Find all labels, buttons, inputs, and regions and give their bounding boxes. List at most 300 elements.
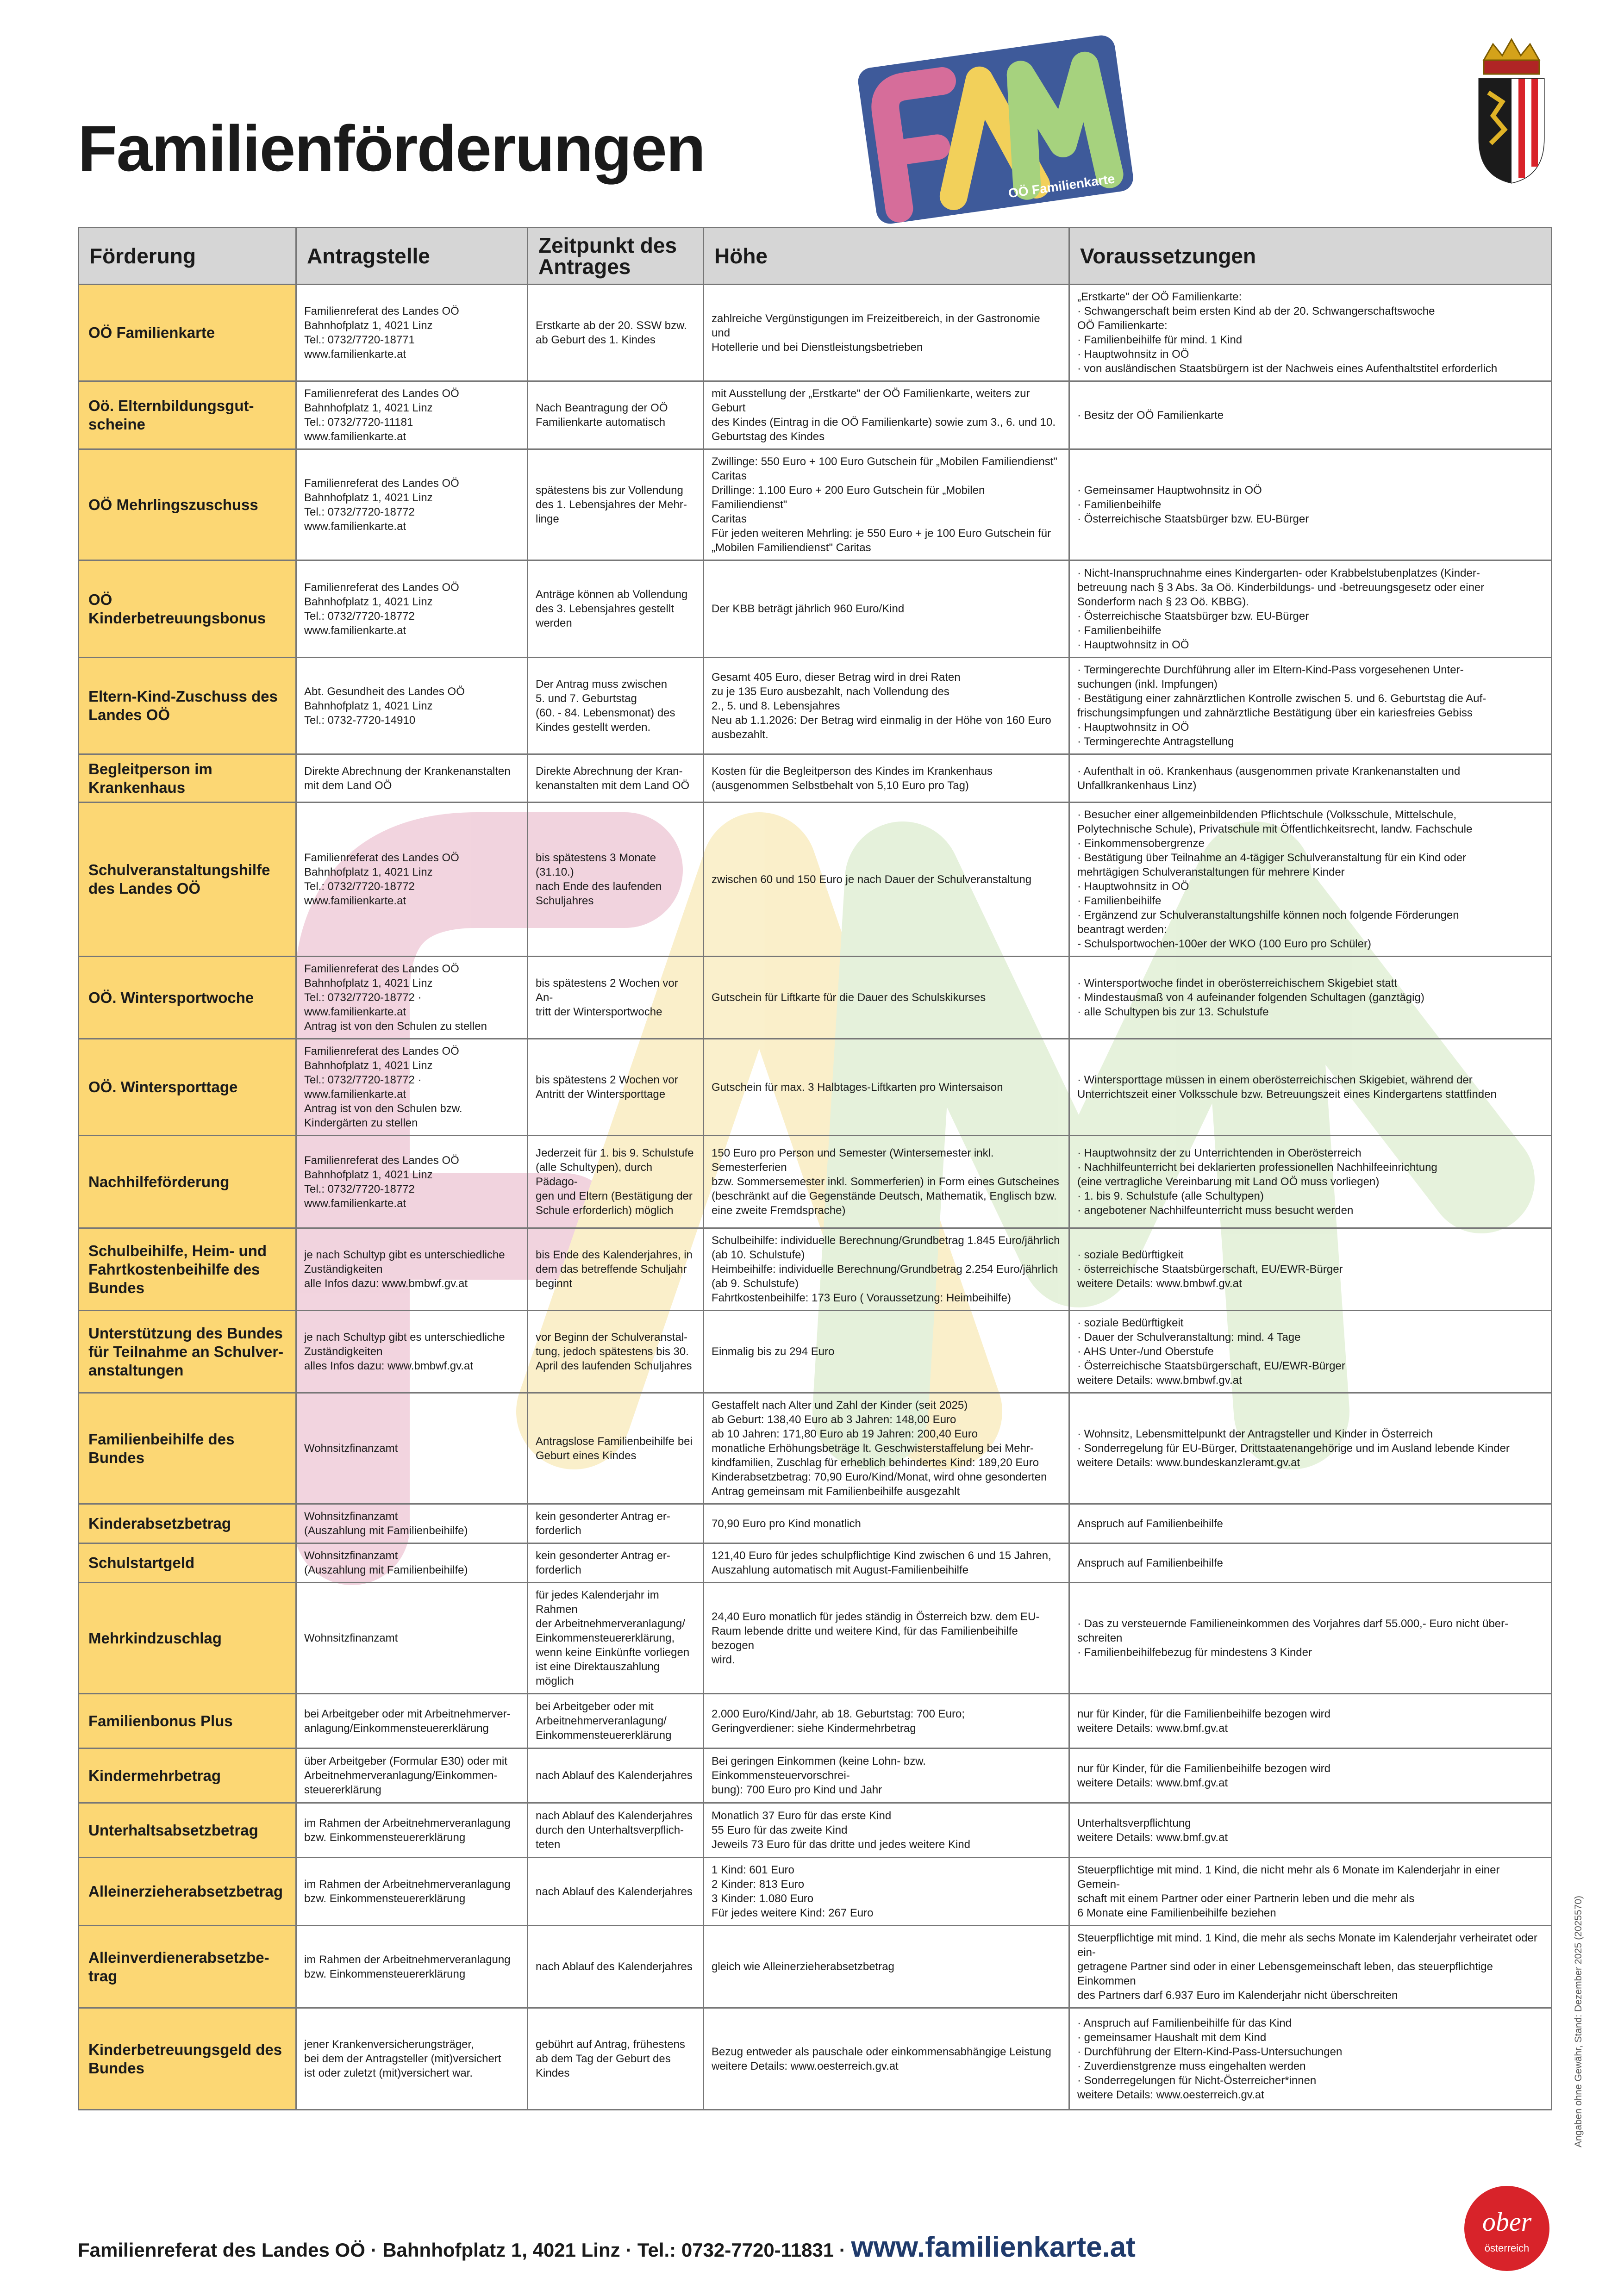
cell-line: Antritt der Wintersporttage bbox=[536, 1088, 666, 1101]
cell-line: Direkte Abrechnung der Krankenanstalten bbox=[304, 765, 511, 778]
cell-antragstelle bbox=[296, 1803, 528, 1858]
cell-antragstelle bbox=[296, 1393, 528, 1504]
cell-line: Kindes gestellt werden. bbox=[536, 721, 651, 734]
cell-line: Antragslose Familienbeihilfe bei bbox=[536, 1435, 693, 1448]
cell-line: des Partners darf 6.937 Euro im Kalenderjahr nicht überschreiten bbox=[1077, 1989, 1398, 2002]
footer-address: Familienreferat des Landes OÖ · Bahnhofplatz 1, 4021 Linz · Tel.: 0732-7720-11831 · bbox=[78, 2239, 851, 2261]
cell-line: (Auszahlung mit Familienbeihilfe) bbox=[304, 1524, 468, 1537]
cell-line: Nach Beantragung der OÖ bbox=[536, 402, 668, 414]
cell-line: ab Geburt: 138,40 Euro ab 3 Jahren: 148,00 Euro bbox=[712, 1413, 956, 1426]
funding-name: OÖ. Wintersporttage bbox=[79, 1039, 296, 1136]
cell-line: mit Ausstellung der „Erstkarte" der OÖ Familienkarte, weiters zur Geburt bbox=[712, 387, 1030, 414]
cell-line: Zwillinge: 550 Euro + 100 Euro Gutschein für „Mobilen Familiendienst" bbox=[712, 455, 1057, 468]
cell-line: gen und Eltern (Bestätigung der bbox=[536, 1190, 693, 1202]
cell-line: forderlich bbox=[536, 1524, 581, 1537]
cell-line: 2 Kinder: 813 Euro bbox=[712, 1878, 805, 1891]
familienkarte-card-image bbox=[847, 19, 1143, 236]
funding-name: Nachhilfeförderung bbox=[79, 1136, 296, 1228]
cell-line: Tel.: 0732/7720-18772 bbox=[304, 880, 415, 893]
cell-line: Bahnhofplatz 1, 4021 Linz bbox=[304, 699, 433, 712]
cell-hoehe bbox=[704, 1039, 1069, 1136]
cell-line: bis spätestens 3 Monate (31.10.) bbox=[536, 852, 656, 878]
cell-line: Auszahlung automatisch mit August-Familienbeihilfe bbox=[712, 1564, 968, 1576]
cell-line: Unterhaltsverpflichtung bbox=[1077, 1817, 1191, 1829]
table-row bbox=[79, 2008, 1552, 2110]
table-row bbox=[79, 1543, 1552, 1583]
cell-line: · Das zu versteuernde Familieneinkommen des Vorjahres darf 55.000,- Euro nicht über- bbox=[1077, 1618, 1509, 1630]
cell-line: Sonderform nach § 23 Oö. KBBG). bbox=[1077, 595, 1249, 608]
cell-line: · Familienbeihilfe bbox=[1077, 624, 1162, 637]
cell-line: Bezug entweder als pauschale oder einkommensabhängige Leistung bbox=[712, 2045, 1051, 2058]
cell-zeitpunkt bbox=[528, 1748, 704, 1803]
funding-name: Eltern-Kind-Zuschuss des Landes OÖ bbox=[79, 658, 296, 754]
cell-line: www.familienkarte.at bbox=[304, 520, 406, 533]
cell-line: bis Ende des Kalenderjahres, in bbox=[536, 1249, 693, 1261]
cell-line: Caritas bbox=[712, 470, 747, 482]
funding-name: OÖ Mehrlingszuschuss bbox=[79, 449, 296, 560]
cell-line: Für jedes weitere Kind: 267 Euro bbox=[712, 1907, 874, 1919]
cell-antragstelle bbox=[296, 1504, 528, 1543]
cell-zeitpunkt bbox=[528, 285, 704, 381]
cell-line: beantragt werden: bbox=[1077, 923, 1167, 936]
cell-antragstelle bbox=[296, 1311, 528, 1393]
cell-line: des 1. Lebensjahres der Mehr- bbox=[536, 498, 687, 511]
column-header: Voraussetzungen bbox=[1069, 228, 1552, 285]
cell-line: Steuerpflichtige mit mind. 1 Kind, die mehr als sechs Monate im Kalenderjahr verheiratet oder ein- bbox=[1077, 1932, 1537, 1959]
cell-line: teten bbox=[536, 1838, 561, 1851]
cell-line: - Schulsportwochen-100er der WKO (100 Euro pro Schüler) bbox=[1077, 938, 1371, 950]
cell-line: nach Ablauf des Kalenderjahres bbox=[536, 1885, 693, 1898]
cell-line: im Rahmen der Arbeitnehmerveranlagung bbox=[304, 1878, 511, 1891]
cell-antragstelle bbox=[296, 381, 528, 449]
cell-line: bis spätestens 2 Wochen vor An- bbox=[536, 977, 678, 1004]
funding-name: Schulveranstaltungshilfe des Landes OÖ bbox=[79, 803, 296, 957]
logo-top-text: ober bbox=[1482, 2207, 1532, 2237]
cell-zeitpunkt bbox=[528, 1803, 704, 1858]
cell-line: kein gesonderter Antrag er- bbox=[536, 1549, 670, 1562]
cell-line: · Hauptwohnsitz in OÖ bbox=[1077, 348, 1189, 361]
table-row bbox=[79, 560, 1552, 658]
cell-line: 1 Kind: 601 Euro bbox=[712, 1864, 794, 1876]
cell-zeitpunkt bbox=[528, 754, 704, 803]
coat-of-arms-icon bbox=[1472, 37, 1551, 185]
cell-line: Familienreferat des Landes OÖ bbox=[304, 852, 459, 864]
cell-line: · Familienbeihilfebezug für mindestens 3 Kinder bbox=[1077, 1646, 1312, 1659]
cell-line: zwischen 60 und 150 Euro je nach Dauer der Schulveranstaltung bbox=[712, 873, 1032, 886]
cell-line: (ab 9. Schulstufe) bbox=[712, 1277, 799, 1290]
cell-voraussetzungen bbox=[1069, 754, 1552, 803]
column-header: Zeitpunkt des Antrages bbox=[528, 228, 704, 285]
cell-line: · Wintersportwoche findet in oberösterreichischem Skigebiet statt bbox=[1077, 977, 1397, 989]
cell-line: mit dem Land OÖ bbox=[304, 779, 392, 792]
cell-line: · Österreichische Staatsbürger bzw. EU-Bürger bbox=[1077, 610, 1309, 622]
cell-line: · alle Schultypen bis zur 13. Schulstufe bbox=[1077, 1006, 1269, 1018]
cell-line: werden bbox=[536, 617, 572, 629]
cell-line: · Durchführung der Eltern-Kind-Pass-Untersuchungen bbox=[1077, 2045, 1343, 2058]
cell-line: schreiten bbox=[1077, 1632, 1123, 1644]
cell-hoehe bbox=[704, 1926, 1069, 2008]
cell-voraussetzungen bbox=[1069, 957, 1552, 1039]
cell-zeitpunkt bbox=[528, 1583, 704, 1694]
cell-line: linge bbox=[536, 513, 559, 525]
cell-line: Familienreferat des Landes OÖ bbox=[304, 963, 459, 975]
cell-line: · Hauptwohnsitz in OÖ bbox=[1077, 880, 1189, 893]
cell-line: Gestaffelt nach Alter und Zahl der Kinder (seit 2025) bbox=[712, 1399, 968, 1412]
cell-line: weitere Details: www.bundeskanzleramt.gv.at bbox=[1077, 1456, 1300, 1469]
cell-line: ab dem Tag der Geburt des bbox=[536, 2053, 671, 2065]
cell-line: jener Krankenversicherungsträger, bbox=[304, 2038, 474, 2051]
table-row bbox=[79, 803, 1552, 957]
cell-line: ausbezahlt. bbox=[712, 728, 768, 741]
cell-line: tung, jedoch spätestens bis 30. bbox=[536, 1345, 689, 1358]
cell-line: Caritas bbox=[712, 513, 747, 525]
cell-line: Für jeden weiteren Mehrling: je 550 Euro + je 100 Euro Gutschein für bbox=[712, 527, 1051, 540]
table-row bbox=[79, 1228, 1552, 1311]
cell-line: · Sonderregelungen für Nicht-Österreicher*innen bbox=[1077, 2074, 1317, 2087]
table-header-row bbox=[79, 228, 1552, 285]
cell-voraussetzungen bbox=[1069, 560, 1552, 658]
cell-line: OÖ Familienkarte: bbox=[1077, 319, 1168, 332]
table-row bbox=[79, 658, 1552, 754]
cell-line: bis spätestens 2 Wochen vor bbox=[536, 1074, 678, 1086]
cell-voraussetzungen bbox=[1069, 1311, 1552, 1393]
cell-hoehe bbox=[704, 1694, 1069, 1748]
cell-zeitpunkt bbox=[528, 658, 704, 754]
cell-line: www.familienkarte.at bbox=[304, 1197, 406, 1210]
cell-line: · Bestätigung einer zahnärztlichen Kontrolle zwischen 5. und 6. Geburtstag die Auf- bbox=[1077, 692, 1487, 705]
cell-line: Bahnhofplatz 1, 4021 Linz bbox=[304, 1059, 433, 1072]
cell-line: · Sonderregelung für EU-Bürger, Drittstaatenangehörige und im Ausland lebende Kinder bbox=[1077, 1442, 1510, 1455]
cell-zeitpunkt bbox=[528, 1228, 704, 1311]
cell-zeitpunkt bbox=[528, 1858, 704, 1926]
cell-line: Anspruch auf Familienbeihilfe bbox=[1077, 1517, 1223, 1530]
cell-antragstelle bbox=[296, 1583, 528, 1694]
cell-line: Geburt eines Kindes bbox=[536, 1449, 637, 1462]
cell-line: bung): 700 Euro pro Kind und Jahr bbox=[712, 1784, 882, 1796]
cell-line: · österreichische Staatsbürgerschaft, EU/EWR-Bürger bbox=[1077, 1263, 1343, 1276]
cell-line: für jedes Kalenderjahr im Rahmen bbox=[536, 1589, 659, 1616]
cell-line: „Erstkarte" der OÖ Familienkarte: bbox=[1077, 291, 1242, 303]
cell-line: (Auszahlung mit Familienbeihilfe) bbox=[304, 1564, 468, 1576]
cell-line: · soziale Bedürftigkeit bbox=[1077, 1249, 1184, 1261]
cell-line: Schuljahres bbox=[536, 895, 594, 907]
cell-line: gebührt auf Antrag, frühestens bbox=[536, 2038, 685, 2051]
cell-line: durch den Unterhaltsverpflich- bbox=[536, 1824, 684, 1836]
cell-line: ab 10 Jahren: 171,80 Euro ab 19 Jahren: 200,40 Euro bbox=[712, 1428, 978, 1440]
cell-voraussetzungen bbox=[1069, 1136, 1552, 1228]
cell-line: · Nicht-Inanspruchnahme eines Kindergarten- oder Krabbelstubenplatzes (Kinder- bbox=[1077, 566, 1480, 579]
cell-line: · Familienbeihilfe bbox=[1077, 498, 1162, 511]
cell-line: weitere Details: www.bmf.gv.at bbox=[1077, 1776, 1228, 1789]
cell-hoehe bbox=[704, 1393, 1069, 1504]
cell-line: Bahnhofplatz 1, 4021 Linz bbox=[304, 977, 433, 989]
table-row bbox=[79, 1039, 1552, 1136]
cell-voraussetzungen bbox=[1069, 803, 1552, 957]
cell-hoehe bbox=[704, 1748, 1069, 1803]
cell-line: · Aufenthalt in oö. Krankenhaus (ausgenommen private Krankenanstalten und bbox=[1077, 765, 1461, 778]
cell-line: 24,40 Euro monatlich für jedes ständig in Österreich bzw. dem EU- bbox=[712, 1610, 1040, 1623]
table-row bbox=[79, 449, 1552, 560]
table-row bbox=[79, 285, 1552, 381]
cell-voraussetzungen bbox=[1069, 1504, 1552, 1543]
cell-line: alle Infos dazu: www.bmbwf.gv.at bbox=[304, 1277, 468, 1290]
cell-line: des Kindes (Eintrag in die OÖ Familienkarte) sowie zum 3., 6. und 10. bbox=[712, 416, 1056, 429]
cell-zeitpunkt bbox=[528, 1311, 704, 1393]
funding-name: Alleinerzieherabsetzbetrag bbox=[79, 1858, 296, 1926]
cell-line: · Einkommensobergrenze bbox=[1077, 837, 1205, 850]
funding-name: Unterstützung des Bundes für Teilnahme an Schulver-anstaltungen bbox=[79, 1311, 296, 1393]
cell-line: Einkommensteuererklärung, bbox=[536, 1632, 675, 1644]
cell-line: nach Ende des laufenden bbox=[536, 880, 662, 893]
cell-line: www.familienkarte.at bbox=[304, 895, 406, 907]
cell-voraussetzungen bbox=[1069, 381, 1552, 449]
cell-line: Familienreferat des Landes OÖ bbox=[304, 387, 459, 400]
cell-line: Direkte Abrechnung der Kran- bbox=[536, 765, 683, 778]
cell-voraussetzungen bbox=[1069, 1803, 1552, 1858]
cell-line: forderlich bbox=[536, 1564, 581, 1576]
cell-line: Gesamt 405 Euro, dieser Betrag wird in drei Raten bbox=[712, 671, 961, 684]
cell-zeitpunkt bbox=[528, 1504, 704, 1543]
cell-line: Jeweils 73 Euro für das dritte und jedes weitere Kind bbox=[712, 1838, 970, 1851]
cell-antragstelle bbox=[296, 1858, 528, 1926]
cell-line: · Österreichische Staatsbürger bzw. EU-Bürger bbox=[1077, 513, 1309, 525]
cell-line: zahlreiche Vergünstigungen im Freizeitbereich, in der Gastronomie und bbox=[712, 312, 1040, 339]
cell-line: Monatlich 37 Euro für das erste Kind bbox=[712, 1810, 892, 1822]
cell-line: „Mobilen Familiendienst" Caritas bbox=[712, 541, 871, 554]
cell-hoehe bbox=[704, 1504, 1069, 1543]
cell-line: Der Antrag muss zwischen bbox=[536, 678, 668, 691]
cell-line: anlagung/Einkommensteuererklärung bbox=[304, 1722, 489, 1735]
cell-line: (60. - 84. Lebensmonat) des bbox=[536, 707, 675, 719]
cell-line: der Arbeitnehmerveranlagung/ bbox=[536, 1618, 685, 1630]
funding-name: Kindermehrbetrag bbox=[79, 1748, 296, 1803]
cell-hoehe bbox=[704, 658, 1069, 754]
cell-hoehe bbox=[704, 1311, 1069, 1393]
cell-line: nur für Kinder, für die Familienbeihilfe bezogen wird bbox=[1077, 1707, 1330, 1720]
table-row bbox=[79, 381, 1552, 449]
cell-hoehe bbox=[704, 1583, 1069, 1694]
cell-line: kenanstalten mit dem Land OÖ bbox=[536, 779, 690, 792]
cell-line: Arbeitnehmerveranlagung/ bbox=[536, 1715, 667, 1727]
cell-zeitpunkt bbox=[528, 957, 704, 1039]
cell-hoehe bbox=[704, 560, 1069, 658]
cell-line: Kindergärten zu stellen bbox=[304, 1117, 418, 1129]
page-title: Familienförderungen bbox=[78, 112, 705, 185]
cell-line: Wohnsitzfinanzamt bbox=[304, 1632, 398, 1644]
cell-line: spätestens bis zur Vollendung bbox=[536, 484, 683, 497]
table-row bbox=[79, 1858, 1552, 1926]
cell-voraussetzungen bbox=[1069, 1748, 1552, 1803]
cell-line: 55 Euro für das zweite Kind bbox=[712, 1824, 848, 1836]
cell-line: Bahnhofplatz 1, 4021 Linz bbox=[304, 595, 433, 608]
column-header: Antragstelle bbox=[296, 228, 528, 285]
cell-line: (ausgenommen Selbstbehalt von 5,10 Euro pro Tag) bbox=[712, 779, 969, 792]
cell-line: Kindes bbox=[536, 2067, 570, 2079]
cell-antragstelle bbox=[296, 285, 528, 381]
cell-hoehe bbox=[704, 449, 1069, 560]
cell-line: Polytechnische Schule), Privatschule mit Öffentlichkeitsrecht, landw. Fachschule bbox=[1077, 823, 1473, 835]
cell-line: im Rahmen der Arbeitnehmerveranlagung bbox=[304, 1953, 511, 1966]
cell-line: wird. bbox=[712, 1653, 735, 1666]
cell-line: nach Ablauf des Kalenderjahres bbox=[536, 1769, 693, 1782]
cell-line: bzw. Einkommensteuererklärung bbox=[304, 1831, 466, 1844]
cell-antragstelle bbox=[296, 754, 528, 803]
funding-name: Familienbeihilfe des Bundes bbox=[79, 1393, 296, 1504]
cell-line: kindfamilien, Zuschlag für erheblich behindertes Kind: 189,20 Euro bbox=[712, 1456, 1039, 1469]
cell-line: nur für Kinder, für die Familienbeihilfe bezogen wird bbox=[1077, 1762, 1330, 1775]
footer-url-link[interactable]: www.familienkarte.at bbox=[851, 2231, 1136, 2263]
cell-line: Tel.: 0732/7720-18772 · www.familienkarte.at bbox=[304, 991, 422, 1018]
table-row bbox=[79, 754, 1552, 803]
cell-hoehe bbox=[704, 1228, 1069, 1311]
funding-name: Familienbonus Plus bbox=[79, 1694, 296, 1748]
cell-antragstelle bbox=[296, 957, 528, 1039]
column-header: Förderung bbox=[79, 228, 296, 285]
cell-line: ist eine Direktauszahlung möglich bbox=[536, 1661, 660, 1687]
cell-line: weitere Details: www.bmbwf.gv.at bbox=[1077, 1277, 1242, 1290]
funding-name: Unterhaltsabsetzbetrag bbox=[79, 1803, 296, 1858]
cell-line: · Besitz der OÖ Familienkarte bbox=[1077, 409, 1224, 422]
cell-line: 2., 5. und 8. Lebensjahres bbox=[712, 699, 840, 712]
cell-antragstelle bbox=[296, 449, 528, 560]
cell-line: bei dem der Antragsteller (mit)versichert bbox=[304, 2053, 501, 2065]
cell-line: Einkommensteuererklärung bbox=[536, 1729, 672, 1742]
cell-hoehe bbox=[704, 1136, 1069, 1228]
cell-line: Gutschein für max. 3 Halbtages-Liftkarten pro Wintersaison bbox=[712, 1081, 1003, 1094]
cell-antragstelle bbox=[296, 1136, 528, 1228]
cell-zeitpunkt bbox=[528, 1543, 704, 1583]
funding-name: OÖ. Wintersportwoche bbox=[79, 957, 296, 1039]
cell-line: weitere Details: www.oesterreich.gv.at bbox=[712, 2060, 899, 2072]
cell-line: Fahrtkostenbeihilfe: 173 Euro ( Voraussetzung: Heimbeihilfe) bbox=[712, 1292, 1012, 1304]
cell-line: · Hauptwohnsitz in OÖ bbox=[1077, 721, 1189, 734]
cell-line: beginnt bbox=[536, 1277, 572, 1290]
funding-table bbox=[78, 227, 1552, 2110]
cell-zeitpunkt bbox=[528, 1393, 704, 1504]
cell-line: 150 Euro pro Person und Semester (Wintersemester inkl. Semesterferien bbox=[712, 1147, 994, 1174]
cell-voraussetzungen bbox=[1069, 1858, 1552, 1926]
disclaimer-note: Angaben ohne Gewähr, Stand: Dezember 2025 (2025570) bbox=[1573, 1895, 1584, 2147]
cell-antragstelle bbox=[296, 1228, 528, 1311]
cell-line: Abt. Gesundheit des Landes OÖ bbox=[304, 685, 465, 698]
cell-line: 70,90 Euro pro Kind monatlich bbox=[712, 1517, 861, 1530]
cell-line: bei Arbeitgeber oder mit bbox=[536, 1700, 654, 1713]
cell-line: · Österreichische Staatsbürgerschaft, EU/EWR-Bürger bbox=[1077, 1360, 1345, 1372]
cell-hoehe bbox=[704, 285, 1069, 381]
cell-line: gleich wie Alleinerzieherabsetzbetrag bbox=[712, 1960, 894, 1973]
cell-line: Geringverdiener: siehe Kindermehrbetrag bbox=[712, 1722, 916, 1735]
cell-line: · Ergänzend zur Schulveranstaltungshilfe können noch folgende Förderungen bbox=[1077, 909, 1459, 921]
cell-line: (eine vertragliche Vereinbarung mit Land OÖ muss vorliegen) bbox=[1077, 1176, 1380, 1188]
funding-name: Kinderbetreuungsgeld des Bundes bbox=[79, 2008, 296, 2110]
cell-line: Tel.: 0732/7720-18772 · www.familienkarte.at bbox=[304, 1074, 422, 1101]
cell-line: Tel.: 0732/7720-18772 bbox=[304, 505, 415, 518]
cell-line: suchungen (inkl. Impfungen) bbox=[1077, 678, 1218, 691]
cell-line: Bahnhofplatz 1, 4021 Linz bbox=[304, 319, 433, 332]
cell-line: bzw. Einkommensteuererklärung bbox=[304, 1892, 466, 1905]
funding-name: Oö. Elternbildungsgut-scheine bbox=[79, 381, 296, 449]
cell-line: weitere Details: www.oesterreich.gv.at bbox=[1077, 2088, 1264, 2101]
cell-antragstelle bbox=[296, 658, 528, 754]
cell-line: Arbeitnehmerveranlagung/Einkommen- bbox=[304, 1769, 498, 1782]
funding-name: Schulbeihilfe, Heim- und Fahrtkostenbeihilfe des Bundes bbox=[79, 1228, 296, 1311]
cell-line: zu je 135 Euro ausbezahlt, nach Vollendung des bbox=[712, 685, 949, 698]
cell-line: www.familienkarte.at bbox=[304, 348, 406, 361]
cell-line: · Termingerechte Durchführung aller im Eltern-Kind-Pass vorgesehenen Unter- bbox=[1077, 664, 1464, 676]
cell-line: · Gemeinsamer Hauptwohnsitz in OÖ bbox=[1077, 484, 1262, 497]
cell-line: schaft mit einem Partner oder einer Partnerin leben und die mehr als bbox=[1077, 1892, 1415, 1905]
cell-line: · gemeinsamer Haushalt mit dem Kind bbox=[1077, 2031, 1267, 2044]
cell-line: weitere Details: www.bmf.gv.at bbox=[1077, 1722, 1228, 1735]
cell-line: · AHS Unter-/und Oberstufe bbox=[1077, 1345, 1214, 1358]
table-row bbox=[79, 1583, 1552, 1694]
cell-line: · Wintersporttage müssen in einem oberösterreichischen Skigebiet, während der bbox=[1077, 1074, 1473, 1086]
cell-line: Zuständigkeiten bbox=[304, 1263, 383, 1276]
cell-line: Gutschein für Liftkarte für die Dauer des Schulskikurses bbox=[712, 991, 986, 1004]
cell-line: Tel.: 0732/7720-18772 bbox=[304, 1182, 415, 1195]
funding-name: Begleitperson im Krankenhaus bbox=[79, 754, 296, 803]
cell-antragstelle bbox=[296, 803, 528, 957]
cell-line: getragene Partner sind oder in einer Lebensgemeinschaft leben, das steuerpflichtige Einkommen bbox=[1077, 1960, 1493, 1987]
funding-name: Kinderabsetzbetrag bbox=[79, 1504, 296, 1543]
cell-line: www.familienkarte.at bbox=[304, 430, 406, 443]
cell-hoehe bbox=[704, 1858, 1069, 1926]
cell-line: nach Ablauf des Kalenderjahres bbox=[536, 1960, 693, 1973]
footer bbox=[78, 2231, 1136, 2264]
cell-line: Antrag gemeinsam mit Familienbeihilfe ausgezahlt bbox=[712, 1485, 960, 1498]
cell-hoehe bbox=[704, 803, 1069, 957]
cell-line: eine zweite Fremdsprache) bbox=[712, 1204, 846, 1217]
cell-antragstelle bbox=[296, 1039, 528, 1136]
cell-line: (ab 10. Schulstufe) bbox=[712, 1249, 805, 1261]
cell-line: · Schwangerschaft beim ersten Kind ab der 20. Schwangerschaftswoche bbox=[1077, 305, 1435, 317]
cell-antragstelle bbox=[296, 1748, 528, 1803]
cell-line: · Mindestausmaß von 4 aufeinander folgenden Schultagen (ganztägig) bbox=[1077, 991, 1424, 1004]
oberoesterreich-logo bbox=[1463, 2184, 1551, 2272]
cell-zeitpunkt bbox=[528, 1039, 704, 1136]
cell-line: bzw. Einkommensteuererklärung bbox=[304, 1967, 466, 1980]
cell-line: Wohnsitzfinanzamt bbox=[304, 1442, 398, 1455]
cell-line: · Hauptwohnsitz in OÖ bbox=[1077, 638, 1189, 651]
table-row bbox=[79, 957, 1552, 1039]
cell-line: Schulbeihilfe: individuelle Berechnung/Grundbetrag 1.845 Euro/jährlich bbox=[712, 1234, 1060, 1247]
cell-hoehe bbox=[704, 754, 1069, 803]
cell-line: Unfallkrankenhaus Linz) bbox=[1077, 779, 1197, 792]
cell-hoehe bbox=[704, 957, 1069, 1039]
cell-hoehe bbox=[704, 381, 1069, 449]
cell-line: Antrag ist von den Schulen bzw. bbox=[304, 1102, 462, 1115]
cell-line: 2.000 Euro/Kind/Jahr, ab 18. Geburtstag: 700 Euro; bbox=[712, 1707, 965, 1720]
cell-line: Bei geringen Einkommen (keine Lohn- bzw. Einkommensteuervorschrei- bbox=[712, 1755, 926, 1782]
cell-line: Neu ab 1.1.2026: Der Betrag wird einmalig in der Höhe von 160 Euro bbox=[712, 714, 1051, 727]
cell-line: Familienreferat des Landes OÖ bbox=[304, 305, 459, 317]
funding-name: Schulstartgeld bbox=[79, 1543, 296, 1583]
cell-line: Raum lebende dritte und weitere Kind, für das Familienbeihilfe bezogen bbox=[712, 1624, 1018, 1652]
cell-hoehe bbox=[704, 1543, 1069, 1583]
cell-line: Familienreferat des Landes OÖ bbox=[304, 581, 459, 594]
cell-zeitpunkt bbox=[528, 1694, 704, 1748]
cell-line: monatliche Erhöhungsbeträge lt. Geschwisterstaffelung bei Mehr- bbox=[712, 1442, 1034, 1455]
cell-line: bzw. Sommersemester inkl. Sommerferien) in Form eines Gutscheines bbox=[712, 1176, 1059, 1188]
cell-line: · angebotener Nachhilfeunterricht muss besucht werden bbox=[1077, 1204, 1354, 1217]
table-row bbox=[79, 1694, 1552, 1748]
cell-line: (alle Schultypen), durch Pädago- bbox=[536, 1161, 653, 1188]
table-row bbox=[79, 1803, 1552, 1858]
cell-hoehe bbox=[704, 2008, 1069, 2110]
cell-line: über Arbeitgeber (Formular E30) oder mit bbox=[304, 1755, 507, 1767]
cell-antragstelle bbox=[296, 560, 528, 658]
cell-line: Antrag ist von den Schulen zu stellen bbox=[304, 1020, 487, 1033]
